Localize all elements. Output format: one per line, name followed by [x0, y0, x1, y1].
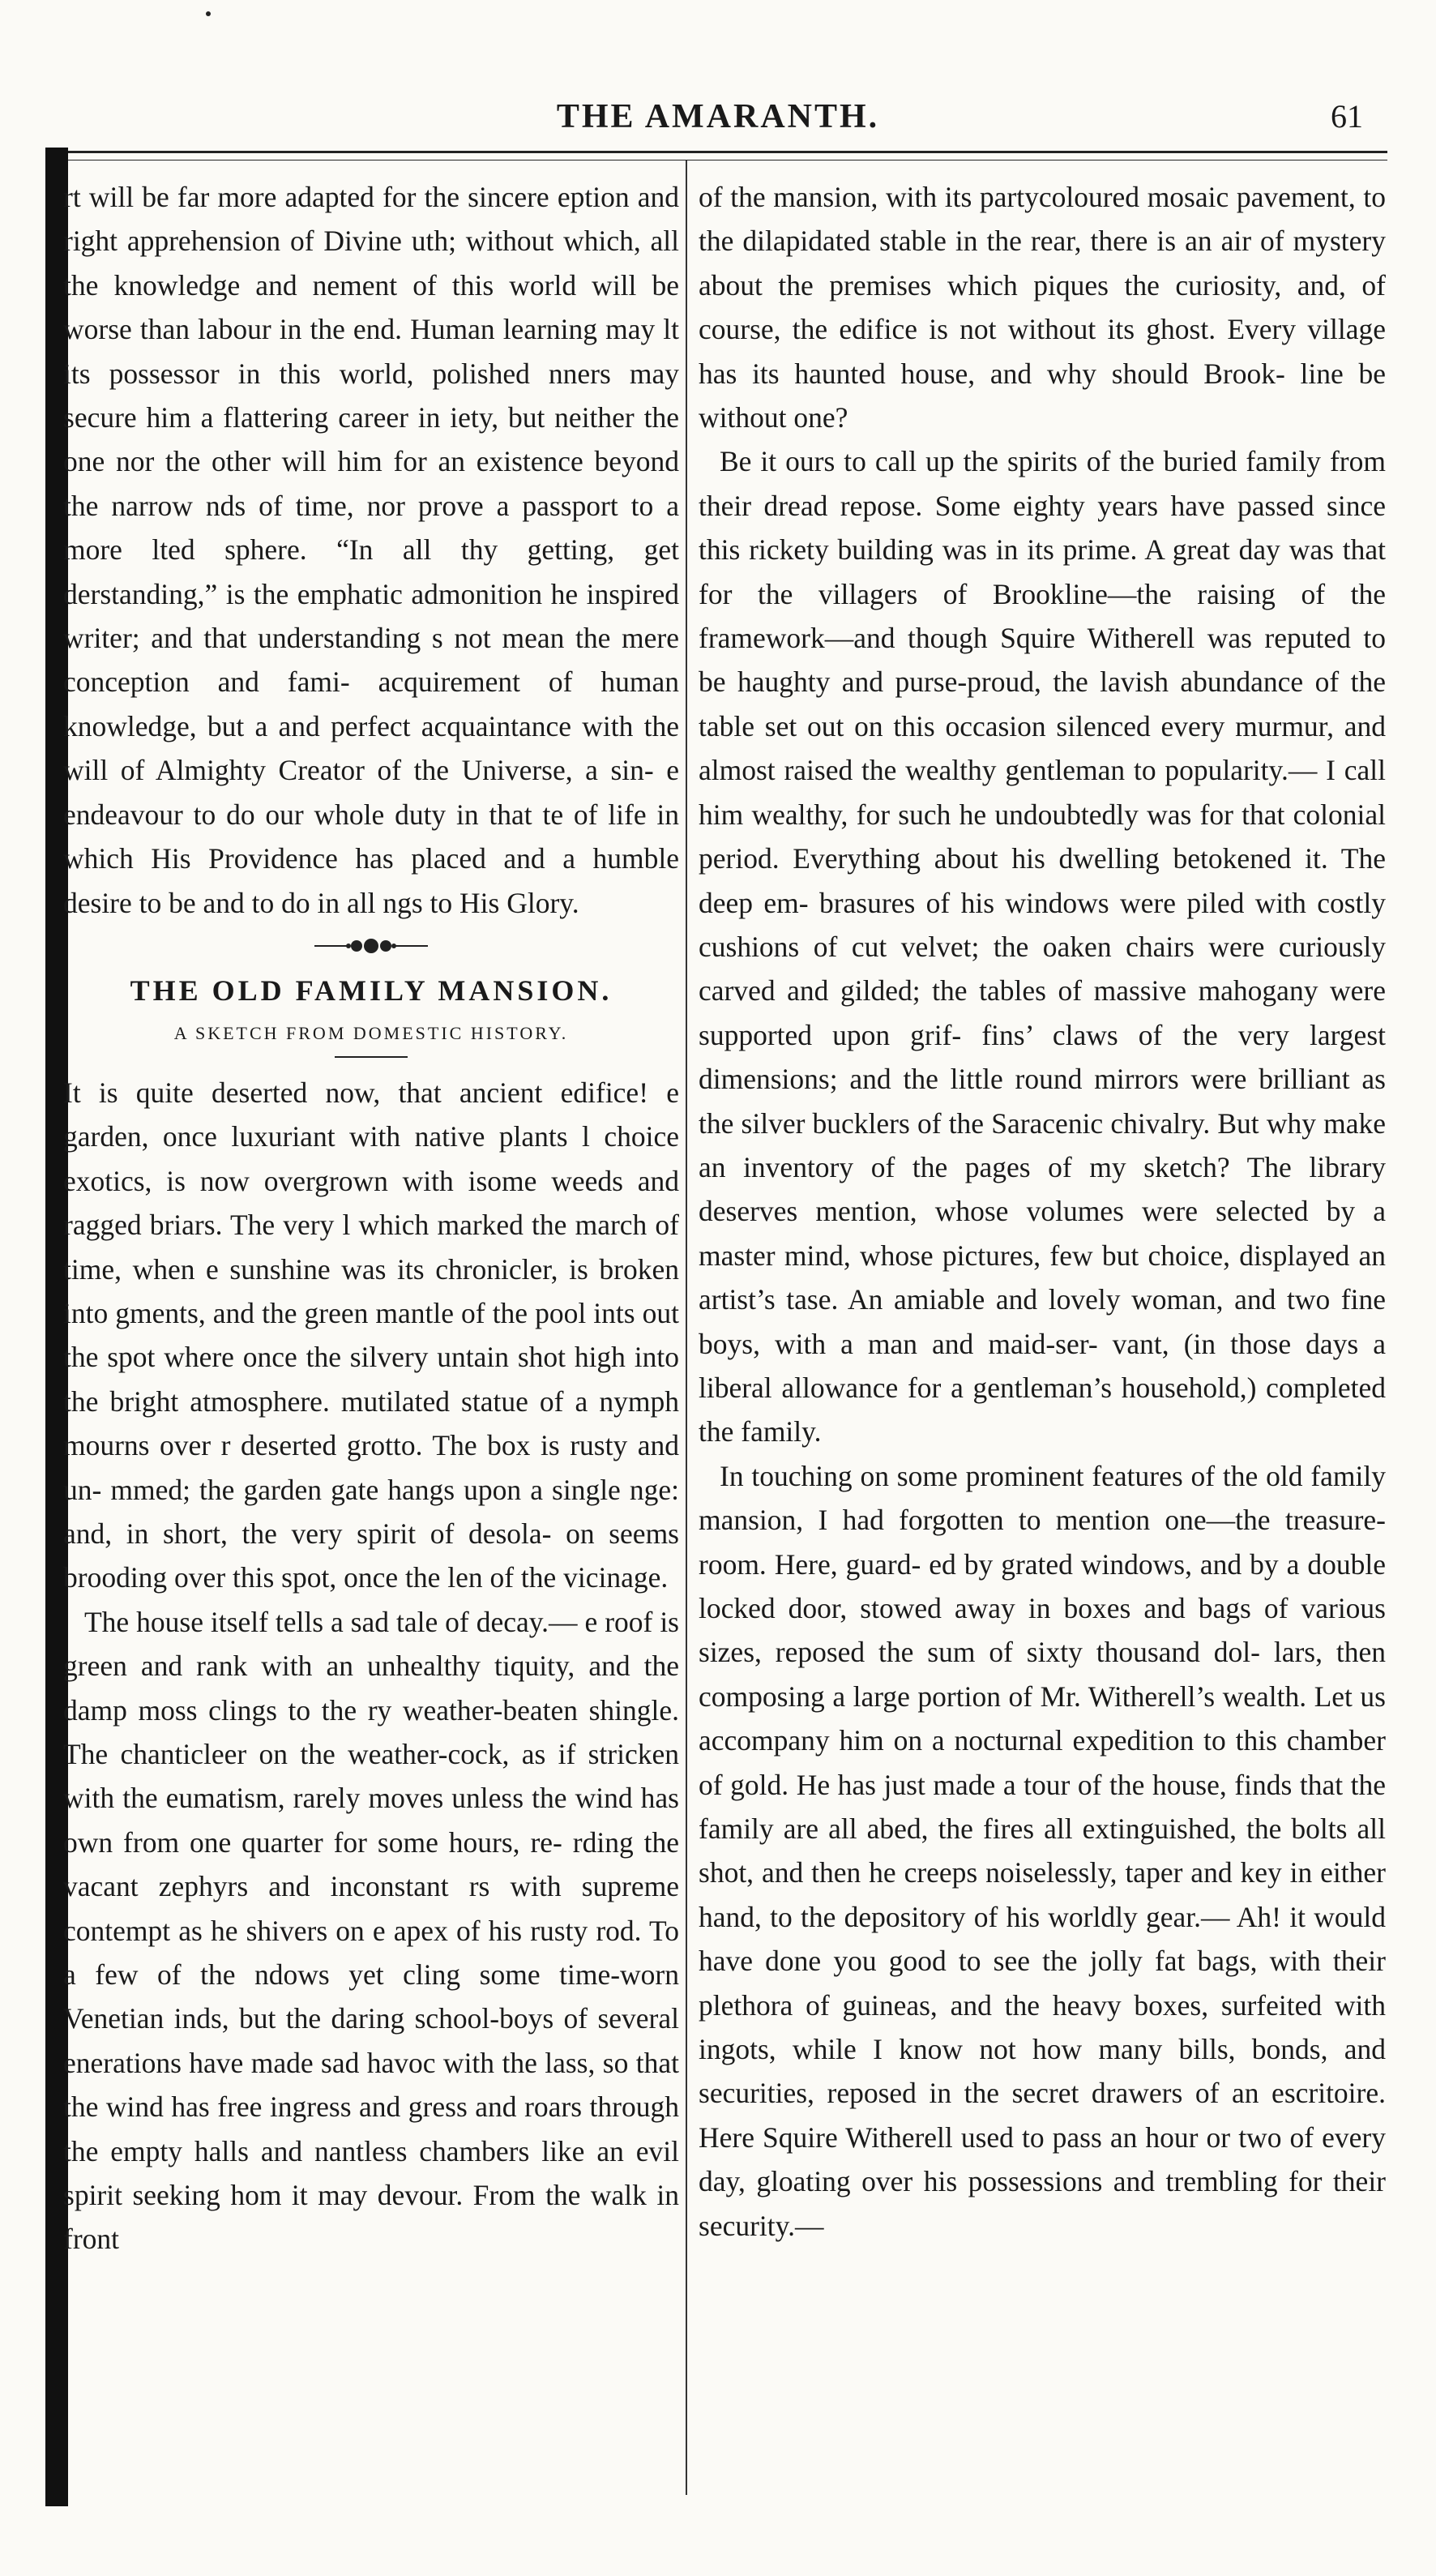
paragraph: of the mansion, with its partycoloured mosaic pavement, to the dilapidated stable in the rear, there is an air of mystery about the premises which piques the curiosity, and, of course, the edifice is not without its ghost. Every village has its haunted house, and why should Brook- line be without one? [699, 181, 1386, 434]
paragraph: In touching on some prominent features of the old family mansion, I had forgotten to mention one—the treasure-room. Here, guard- ed by grated windows, and by a double locked door, stowed away in boxes and bags of various sizes, reposed the sum of sixty thousand dol- lars, then composing a large portion of Mr. Witherell’s wealth. Let us accompany him on a nocturnal expedition to this chamber of gold. He has just made a tour of the house, finds that the family are all abed, the fires all extinguished, the bolts all shot, and then he creeps noiselessly, taper and key in either hand, to the depository of his worldly gear.— Ah! it would have done you good to see the jolly fat bags, with their plethora of guineas, and the heavy boxes, surfeited with ingots, while I know not how many bills, bonds, and securities, reposed in the secret drawers of an escritoire. Here Squire Witherell used to pass an hour or two of every day, gloating over his possessions and trembling for their security.— [699, 1459, 1386, 2242]
paragraph: Be it ours to call up the spirits of the buried family from their dread repose. Some eighty years have passed since this rickety building was in its prime. A great day was that for the villagers of Brookline—the raising of the framework—and though Squire Witherell was reputed to be haughty and purse-proud, the lavish abundance of the table set out on this occasion silenced every murmur, and almost raised the wealthy gentleman to popularity.— I call him wealthy, for such he undoubtedly was for that colonial period. Everything about his dwelling betokened it. The deep em- brasures of his windows were piled with costly cushions of cut velvet; the oaken chairs were curiously carved and gilded; the tables of massive mahogany were supported upon grif- fins’ claws of the very largest dimensions; and the little round mirrors were brilliant as the silver bucklers of the Saracenic chivalry. But why make an inventory of the pages of my sketch? The library deserves mention, whose volumes were selected by a master mind, whose pictures, few but choice, displayed an artist’s tase. An amiable and lovely woman, and two fine boys, with a man and maid-ser- vant, (in those days a liberal allowance for a gentleman’s household,) completed the family. [699, 445, 1386, 1448]
section-title: THE OLD FAMILY MANSION. [130, 973, 613, 1007]
left-column [63, 175, 679, 2501]
page-header [49, 97, 1387, 146]
ink-speck [206, 11, 211, 16]
ornament-divider [63, 930, 679, 965]
subtitle-rule [335, 1056, 408, 1058]
paragraph: The house itself tells a sad tale of decay.— e roof is green and rank with an unhealthy tiquity, and the damp moss clings to the ry weather-beaten shingle. The chanticleer on the weather-cock, as if stricken with the eumatism, rarely moves unless the wind has own from one quarter for some hours, re- rding the vacant zephyrs and inconstant rs with supreme contempt as he shivers on e apex of his rusty rod. To a few of the ndows yet cling some time-worn Venetian inds, but the daring school-boys of several enerations have made sad havoc with the lass, so that the wind has free ingress and gress and roars through the empty halls and nantless chambers like an evil spirit seeking hom it may devour. From the walk in front [63, 1605, 679, 2256]
right-column [699, 175, 1386, 2501]
journal-title: THE AMARANTH. [556, 98, 880, 135]
opening-paragraph: rt will be far more adapted for the sincere eption and right apprehension of Divine uth; without which, all the knowledge and nement of this world will be worse than labour in the end. Human learning may lt its possessor in this world, polished nners may secure him a flattering career in iety, but neither the one nor the other will him for an existence beyond the narrow nds of time, nor prove a passport to a more lted sphere. “In all thy getting, get derstanding,” is the emphatic admonition he inspired writer; and that understanding s not mean the mere conception and fami- acquirement of human knowledge, but a and perfect acquaintance with the will of Almighty Creator of the Universe, a sin- e endeavour to do our whole duty in that te of life in which His Providence has placed and a humble desire to be and to do in all ngs to His Glory. [63, 181, 679, 919]
ornament-icon [298, 930, 444, 962]
header-rule [49, 151, 1387, 160]
section-subtitle: A SKETCH FROM DOMESTIC HISTORY. [173, 1022, 569, 1043]
paragraph: It is quite deserted now, that ancient edifice! e garden, once luxuriant with native plants l choice exotics, is now overgrown with isome weeds and ragged briars. The very l which marked the march of time, when e sunshine was its chronicler, is broken into gments, and the green mantle of the pool ints out the spot where once the silvery untain shot high into the bright atmosphere. mutilated statue of a nymph mourns over r deserted grotto. The box is rusty and un- mmed; the garden gate hangs upon a single nge: and, in short, the very spirit of desola- on seems brooding over this spot, once the len of the vicinage. [63, 1076, 679, 1594]
column-divider [686, 160, 687, 2495]
page-number: 61 [1331, 98, 1363, 135]
